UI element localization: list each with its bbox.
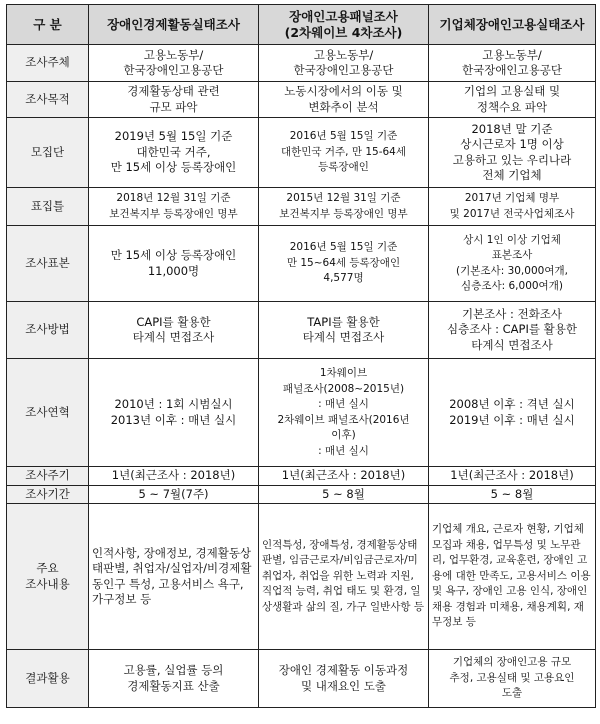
- cell-line: 2016년 5월 15일 기준: [289, 130, 398, 143]
- row-label: 표집틀: [7, 188, 89, 226]
- table-cell: [429, 82, 596, 118]
- cell-line: 만 15세 이상 등록장애인: [110, 160, 237, 175]
- row-label: 조사주기: [7, 467, 89, 486]
- cell-line: 한국장애인고용공단: [123, 63, 224, 77]
- cell-line: 고용하고 있는 우리나라: [452, 152, 572, 167]
- cell-line: 2018년 말 기준: [471, 121, 553, 136]
- table-cell: [429, 467, 596, 486]
- header-row: [7, 5, 596, 45]
- row-label-line: 주요: [36, 561, 59, 575]
- header-col1: 장애인경제활동실태조사: [89, 5, 259, 45]
- table-cell: [89, 302, 259, 359]
- table-cell: [429, 118, 596, 188]
- cell-line: 2018년 12월 31일 기준: [116, 192, 231, 204]
- cell-text: 인적사항, 장애정보, 경제활동상태판별, 취업자/실업자/비경제활동인구 특성, 고용서비스 욕구, 가구정보 등: [92, 545, 252, 606]
- table-cell: [259, 45, 429, 82]
- cell-line: 기업체의 장애인고용 규모: [452, 656, 572, 669]
- header-col3: 기업체장애인고용실태조사: [429, 5, 596, 45]
- cell-line: : 매년 실시: [318, 444, 369, 457]
- cell-line: 4,577명: [323, 272, 364, 285]
- table-cell: [429, 226, 596, 302]
- cell-line: 한국장애인고용공단: [293, 63, 394, 77]
- cell-line: 상시근로자 1명 이상: [460, 137, 564, 151]
- table-row: [7, 188, 596, 226]
- table-cell: [89, 650, 259, 708]
- table-cell: [259, 467, 429, 486]
- table-cell: [89, 467, 259, 486]
- cell-line: 전체 기업체: [482, 168, 542, 182]
- cell-line: 고용노동부/: [143, 47, 204, 62]
- cell-line: 1년(최근조사 : 2018년): [281, 468, 406, 482]
- cell-line: 2008년 이후 : 격년 실시: [449, 397, 575, 411]
- cell-line: 2019년 이후 : 매년 실시: [449, 412, 575, 427]
- cell-line: 1년(최근조사 : 2018년): [450, 468, 574, 482]
- table-cell: [89, 504, 259, 650]
- cell-line: TAPI를 활용한: [307, 314, 380, 329]
- cell-line: 2013년 이후 : 매년 실시: [110, 412, 237, 427]
- table-row: [7, 302, 596, 359]
- cell-line: 2016년 5월 15일 기준: [289, 241, 398, 254]
- cell-line: 표본조사: [491, 249, 533, 261]
- cell-text: 인적특성, 장애특성, 경제활동상태 판별, 임금근로자/비임금근로자/미취업자, 취업을 위한 노력과 지원, 직업적 능력, 취업 태도 및 환경, 일상생활과 삶의 질, 가구 일반사항 등: [262, 538, 425, 613]
- cell-line: 만 15~64세 등록장애인: [286, 256, 401, 269]
- table-row: [7, 467, 596, 486]
- cell-line: 2019년 5월 15일 기준: [114, 129, 233, 144]
- cell-line: 고용노동부/: [313, 47, 374, 62]
- table-cell: [259, 650, 429, 708]
- table-cell: [89, 359, 259, 467]
- cell-line: 한국장애인고용공단: [462, 63, 562, 77]
- cell-line: 5 ~ 8월: [322, 486, 365, 501]
- row-label: 조사연혁: [7, 359, 89, 467]
- survey-comparison-table: [6, 4, 596, 708]
- table-row: [7, 650, 596, 708]
- cell-line: 추정, 고용실태 및 고용요인: [449, 671, 575, 684]
- cell-line: 11,000명: [147, 263, 200, 278]
- cell-line: 및 2017년 전국사업체조사: [449, 207, 575, 220]
- cell-line: 정책수요 파악: [476, 99, 548, 114]
- table-cell: [259, 118, 429, 188]
- row-label: 조사방법: [7, 302, 89, 359]
- table-cell: [259, 188, 429, 226]
- cell-line: 1차웨이브: [319, 367, 368, 379]
- table-cell: [89, 226, 259, 302]
- cell-line: 2015년 12월 31일 기준: [286, 192, 401, 204]
- header-col2-line1: 장애인고용패널조사: [289, 9, 398, 24]
- row-label: 결과활용: [7, 650, 89, 708]
- row-label: 조사표본: [7, 226, 89, 302]
- cell-line: 심층조사: 6,000여개): [461, 280, 563, 292]
- cell-line: 타계식 면접조사: [302, 330, 385, 344]
- row-label: 조사목적: [7, 82, 89, 118]
- cell-line: 기본조사 : 전화조사: [461, 306, 563, 321]
- header-col2-line2: (2차웨이브 4차조사): [284, 24, 403, 40]
- table-cell: [429, 504, 596, 650]
- cell-line: 만 15세 이상 등록장애인: [110, 248, 237, 262]
- table-cell: [429, 485, 596, 504]
- cell-line: 및 내재요인 도출: [300, 678, 387, 693]
- cell-line: 5 ~ 7월(7주): [138, 486, 209, 501]
- table-cell: [429, 302, 596, 359]
- table-row: [7, 226, 596, 302]
- cell-line: 보건복지부 등록장애인 명부: [279, 207, 408, 220]
- row-label: 모집단: [7, 118, 89, 188]
- cell-line: 보건복지부 등록장애인 명부: [109, 207, 238, 220]
- cell-line: 패널조사(2008~2015년): [282, 382, 405, 395]
- table-cell: [89, 45, 259, 82]
- cell-line: 타계식 면접조사: [132, 330, 215, 344]
- table-cell: [259, 359, 429, 467]
- table-cell: [89, 485, 259, 504]
- table-cell: [429, 45, 596, 82]
- table-row: [7, 118, 596, 188]
- cell-line: CAPI를 활용한: [136, 314, 211, 329]
- header-corner: 구 분: [7, 5, 89, 45]
- table-cell: [259, 302, 429, 359]
- table-cell: [89, 188, 259, 226]
- table-cell: [429, 188, 596, 226]
- cell-line: 경제활동지표 산출: [127, 678, 220, 693]
- table-cell: [429, 359, 596, 467]
- cell-line: 대한민국 거주, 만 15-64세: [280, 145, 406, 158]
- row-label: 조사기간: [7, 485, 89, 504]
- cell-line: 장애인 경제활동 이동과정: [278, 663, 409, 677]
- cell-line: 대한민국 거주,: [136, 144, 211, 159]
- cell-line: 고용률, 실업률 등의: [123, 663, 224, 677]
- cell-line: 규모 파악: [149, 99, 198, 114]
- cell-line: 등록장애인: [318, 161, 369, 174]
- table-cell: [259, 226, 429, 302]
- cell-line: 상시 1인 이상 기업체: [463, 233, 561, 246]
- cell-line: 변화추이 분석: [308, 99, 379, 114]
- table-row: [7, 82, 596, 118]
- cell-line: 2차웨이브 패널조사(2016년: [277, 413, 410, 426]
- cell-line: 기업의 고용실태 및: [463, 84, 561, 98]
- table-cell: [89, 118, 259, 188]
- table-row: [7, 45, 596, 82]
- cell-line: 타계식 면접조사: [471, 337, 553, 352]
- table-row: [7, 359, 596, 467]
- row-label-line: 조사내용: [25, 576, 70, 591]
- cell-line: 경제활동상태 관련: [127, 84, 220, 98]
- table-row: [7, 504, 596, 650]
- cell-line: 1년(최근조사 : 2018년): [111, 468, 236, 482]
- cell-line: : 매년 실시: [318, 398, 369, 410]
- row-label: [7, 504, 89, 650]
- cell-line: 도출: [501, 687, 523, 700]
- table-cell: [259, 82, 429, 118]
- cell-line: 이후): [331, 429, 356, 441]
- header-col2: [259, 5, 429, 45]
- table-cell: [259, 504, 429, 650]
- cell-line: (기본조사: 30,000여개,: [456, 264, 568, 277]
- cell-text: 기업체 개요, 근로자 현황, 기업체 모집과 채용, 업무특성 및 노무관리, 업무환경, 교육훈련, 장애인 고용에 대한 만족도, 고용서비스 이용 및 욕구, 장애인 고용 인식, 장애인 채용 경험과 미채용, 채용계획, 재무정보 등: [432, 523, 591, 629]
- table-cell: [429, 650, 596, 708]
- table-row: [7, 485, 596, 504]
- cell-line: 노동시장에서의 이동 및: [284, 84, 403, 98]
- row-label: 조사주체: [7, 45, 89, 82]
- table-cell: [89, 82, 259, 118]
- cell-line: 5 ~ 8월: [490, 486, 534, 501]
- cell-line: 2010년 : 1회 시범실시: [114, 397, 233, 411]
- cell-line: 심층조사 : CAPI를 활용한: [447, 322, 577, 337]
- cell-line: 고용노동부/: [482, 47, 542, 62]
- cell-line: 2017년 기업체 명부: [464, 192, 560, 204]
- table-cell: [259, 485, 429, 504]
